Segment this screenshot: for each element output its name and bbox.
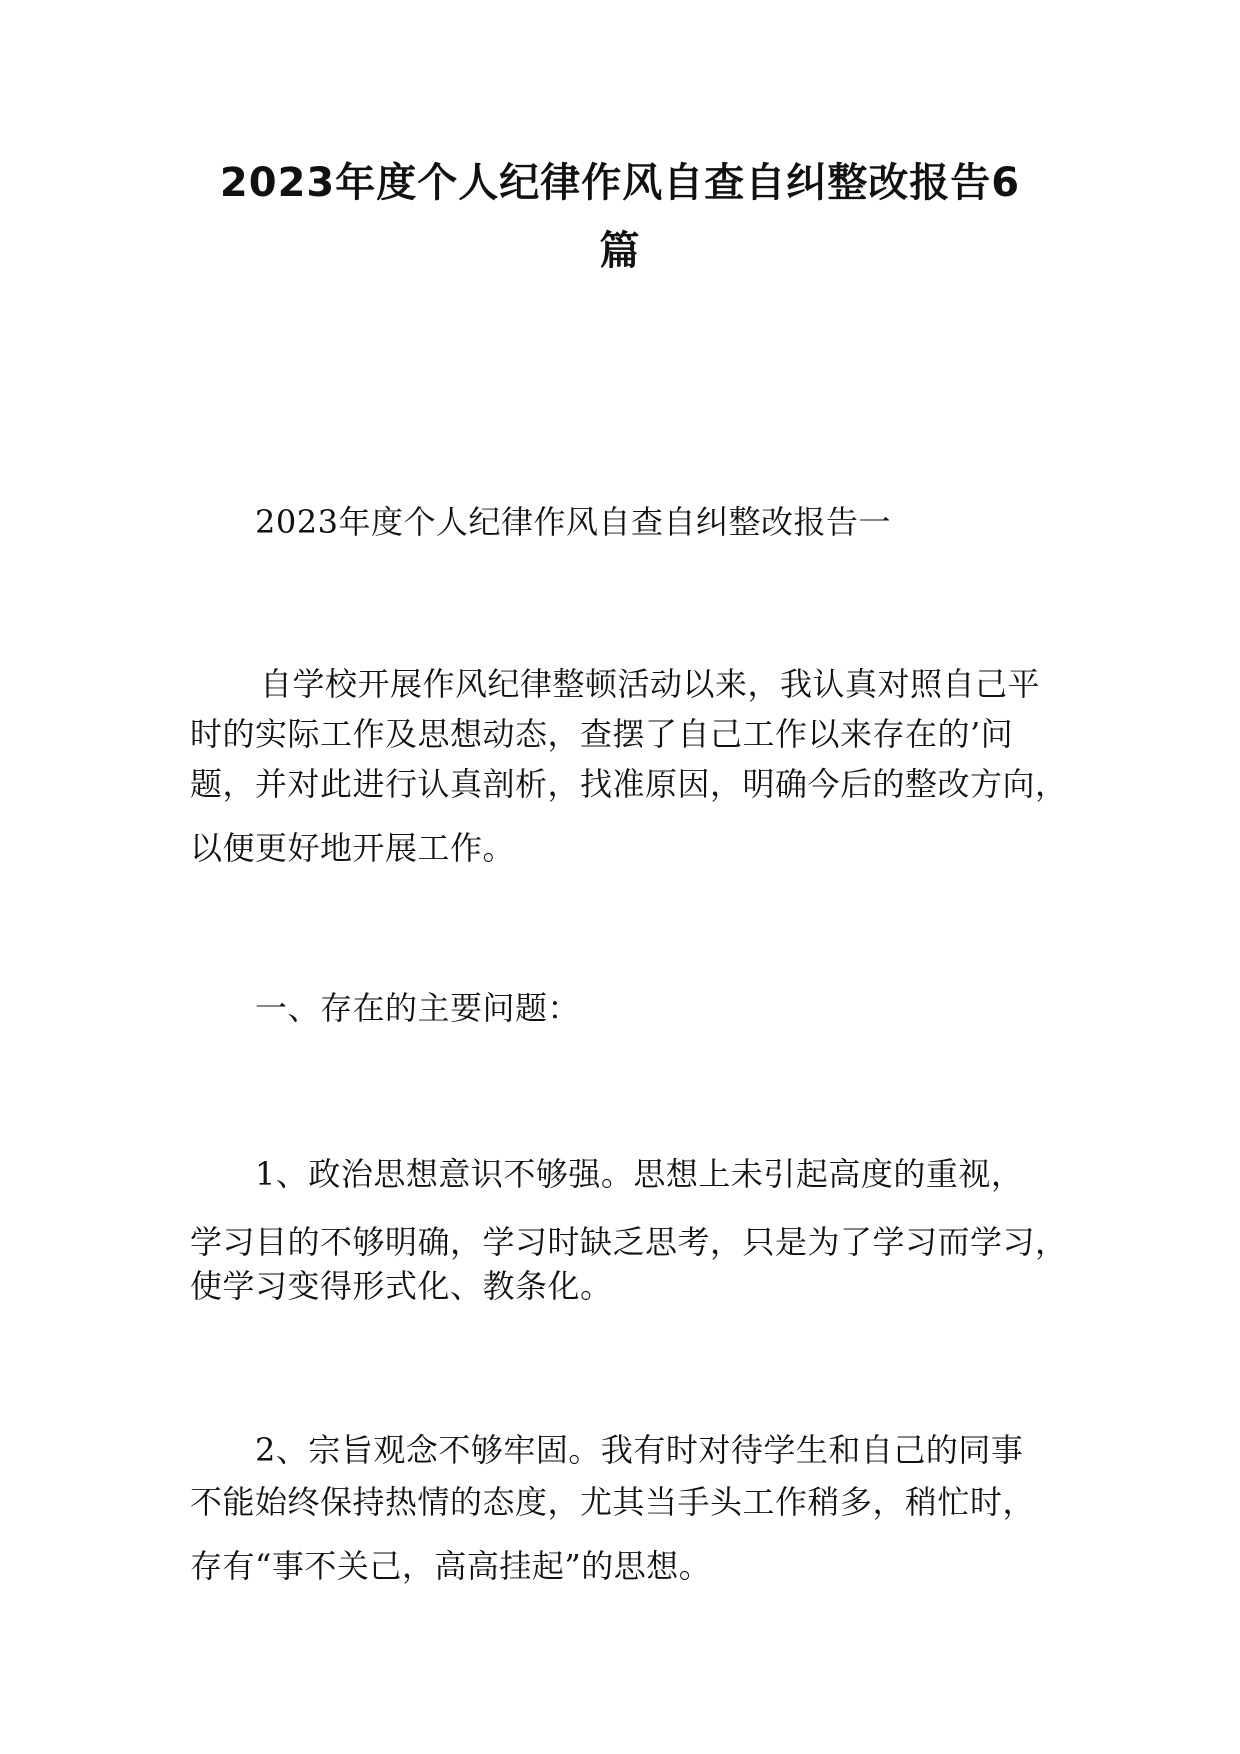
paragraph-line: 1、政治思想意识不够强。思想上未引起高度的重视， [255,1155,1024,1193]
section-heading: 2023年度个人纪律作风自查自纠整改报告一 [255,503,891,541]
paragraph-line: 2、宗旨观念不够牢固。我有时对待学生和自己的同事 [255,1431,1024,1469]
paragraph-line: 不能始终保持热情的态度，尤其当手头工作稍多，稍忙时， [190,1483,1036,1521]
paragraph-line: 题，并对此进行认真剖析，找准原因，明确今后的整改方向， [190,765,1068,803]
document-title-line-1: 2023年度个人纪律作风自查自纠整改报告6 [219,160,1021,206]
paragraph-line: 自学校开展作风纪律整顿活动以来，我认真对照自己平 [260,665,1041,703]
paragraph-line: 存有“事不关己，高高挂起”的思想。 [190,1547,712,1585]
paragraph-line: 时的实际工作及思想动态，查摆了自己工作以来存在的’问 [190,715,1014,753]
document-title-line-2: 篇 [599,228,641,274]
paragraph-line: 学习目的不够明确，学习时缺乏思考，只是为了学习而学习， [190,1223,1068,1261]
paragraph-line: 使学习变得形式化、教条化。 [190,1267,613,1305]
paragraph-line: 以便更好地开展工作。 [190,829,516,867]
subsection-heading: 一、存在的主要问题： [255,989,581,1027]
